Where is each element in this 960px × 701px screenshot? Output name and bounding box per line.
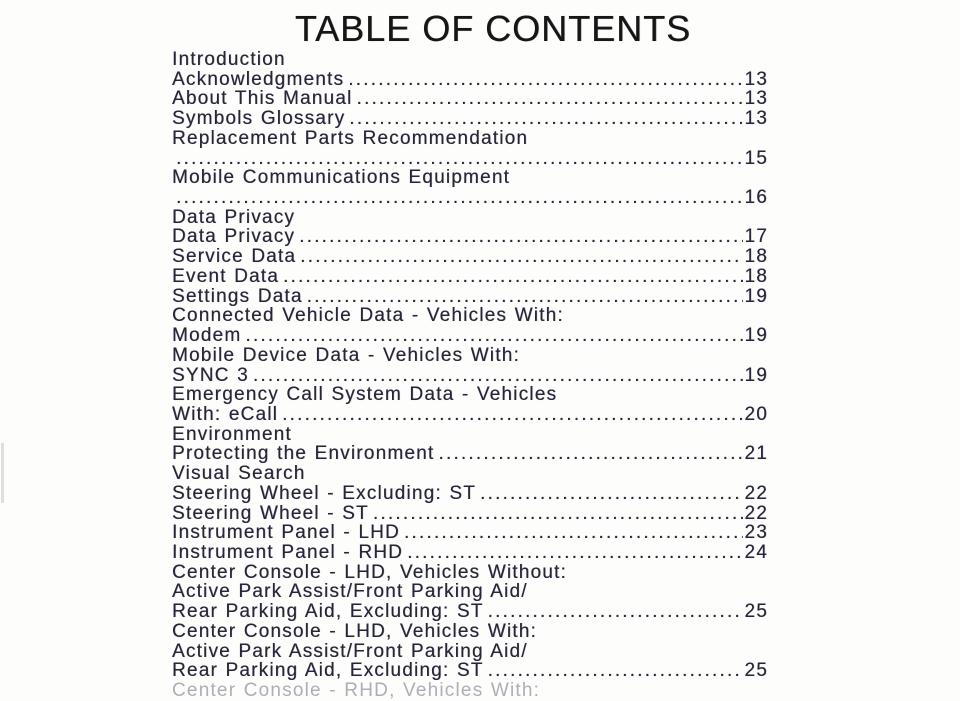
toc-page-number: 13 xyxy=(744,109,768,129)
toc-entry-label: Symbols Glossary xyxy=(172,109,346,129)
dot-leader xyxy=(282,405,743,425)
toc-line xyxy=(172,543,768,563)
toc-page-number: 19 xyxy=(744,286,768,307)
toc-page-number: 13 xyxy=(744,69,768,90)
toc-entry-label: With: eCall xyxy=(172,404,279,425)
toc-page-number: 24 xyxy=(744,542,768,563)
toc-line xyxy=(172,247,768,267)
dot-leader xyxy=(356,89,743,109)
toc-entry-label: Steering Wheel - ST xyxy=(172,503,369,524)
dot-leader xyxy=(438,444,743,464)
toc-line xyxy=(172,168,768,188)
toc-entry-label: Acknowledgments xyxy=(172,69,345,90)
toc-page-number: 25 xyxy=(744,661,768,681)
dot-leader xyxy=(407,543,743,563)
page-title: TABLE OF CONTENTS xyxy=(294,8,692,49)
toc-entry-label: Steering Wheel - Excluding: ST xyxy=(172,483,477,504)
dot-leader xyxy=(373,504,744,524)
toc-section-header xyxy=(172,464,768,484)
dot-leader xyxy=(307,287,744,307)
dot-leader xyxy=(300,247,743,267)
toc-line xyxy=(172,346,768,366)
toc-line xyxy=(172,287,768,307)
toc-page-number: 25 xyxy=(744,602,768,622)
toc-section-header xyxy=(172,208,768,228)
toc-entry-label: Center Console - RHD, Vehicles With: xyxy=(172,681,541,701)
dot-leader xyxy=(480,484,743,504)
toc-page-number: 19 xyxy=(744,326,768,346)
dot-leader xyxy=(253,366,744,386)
toc-page-number: 21 xyxy=(744,444,768,465)
toc-entry-label: Rear Parking Aid, Excluding: ST xyxy=(172,602,484,622)
toc-entry-label: Active Park Assist/Front Parking Aid/ xyxy=(172,582,528,603)
dot-leader xyxy=(176,149,743,169)
toc-line xyxy=(172,602,768,622)
toc-page-number: 20 xyxy=(744,404,768,425)
toc-entry-label: About This Manual xyxy=(172,89,353,110)
toc-line xyxy=(172,129,768,149)
toc-line xyxy=(172,89,768,109)
toc-page-number: 13 xyxy=(744,89,768,110)
toc-line xyxy=(172,563,768,583)
toc-entry-label: Center Console - LHD, Vehicles Without: xyxy=(172,562,568,583)
toc-entry-label: Replacement Parts Recommendation xyxy=(172,128,529,149)
toc-page-number: 15 xyxy=(744,148,768,169)
dot-leader xyxy=(488,661,744,681)
toc-line xyxy=(172,326,768,346)
toc-section-header xyxy=(172,425,768,445)
toc-page-number: 16 xyxy=(744,188,768,208)
toc-line xyxy=(172,661,768,681)
toc-page-number: 18 xyxy=(744,247,768,267)
toc-line xyxy=(172,306,768,326)
toc-entry-label: Data Privacy xyxy=(172,207,296,228)
toc-line xyxy=(172,149,768,169)
dot-leader xyxy=(245,326,743,346)
toc-line xyxy=(172,405,768,425)
toc-entry-label: Event Data xyxy=(172,266,279,287)
table-of-contents-list xyxy=(172,50,768,701)
dot-leader xyxy=(176,188,743,208)
toc-entry-label: Introduction xyxy=(172,50,286,70)
toc-line xyxy=(172,227,768,247)
dot-leader xyxy=(349,109,743,129)
dot-leader xyxy=(299,227,743,247)
scan-artifact-mark xyxy=(1,443,4,503)
toc-entry-label: Settings Data xyxy=(172,286,303,307)
toc-line xyxy=(172,444,768,464)
toc-entry-label: Instrument Panel - LHD xyxy=(172,523,400,543)
dot-leader xyxy=(404,523,744,543)
toc-line xyxy=(172,70,768,90)
dot-leader xyxy=(488,602,744,622)
dot-leader xyxy=(283,267,743,287)
toc-line xyxy=(172,504,768,524)
toc-line xyxy=(172,385,768,405)
toc-entry-label: Modem xyxy=(172,326,242,346)
toc-page-number: 22 xyxy=(744,483,768,504)
toc-page-number: 19 xyxy=(744,365,768,386)
toc-entry-label: Environment xyxy=(172,424,292,445)
toc-page-number: 17 xyxy=(744,227,768,248)
toc-line xyxy=(172,622,768,642)
toc-entry-label: Mobile Communications Equipment xyxy=(172,168,511,189)
toc-entry-label: Instrument Panel - RHD xyxy=(172,542,404,563)
toc-entry-label: Rear Parking Aid, Excluding: ST xyxy=(172,661,484,681)
toc-page-number: 22 xyxy=(744,503,768,524)
toc-entry-label: Active Park Assist/Front Parking Aid/ xyxy=(172,641,528,662)
toc-entry-label: Center Console - LHD, Vehicles With: xyxy=(172,621,537,642)
toc-line xyxy=(172,681,768,701)
toc-entry-label: Protecting the Environment xyxy=(172,444,435,465)
toc-entry-label: Data Privacy xyxy=(172,227,296,248)
toc-entry-label: Service Data xyxy=(172,247,297,267)
toc-line xyxy=(172,366,768,386)
toc-line xyxy=(172,109,768,129)
dot-leader xyxy=(348,70,743,90)
toc-line xyxy=(172,642,768,662)
toc-page-number: 23 xyxy=(744,523,768,543)
toc-line xyxy=(172,484,768,504)
toc-entry-label: Visual Search xyxy=(172,464,306,484)
toc-page-number: 18 xyxy=(744,266,768,287)
toc-entry-label: Mobile Device Data - Vehicles With: xyxy=(172,345,520,366)
toc-line xyxy=(172,582,768,602)
toc-line xyxy=(172,188,768,208)
toc-line xyxy=(172,267,768,287)
toc-entry-label: Emergency Call System Data - Vehicles xyxy=(172,385,558,405)
toc-entry-label: SYNC 3 xyxy=(172,365,249,386)
toc-line xyxy=(172,523,768,543)
toc-section-header xyxy=(172,50,768,70)
toc-entry-label: Connected Vehicle Data - Vehicles With: xyxy=(172,306,564,327)
